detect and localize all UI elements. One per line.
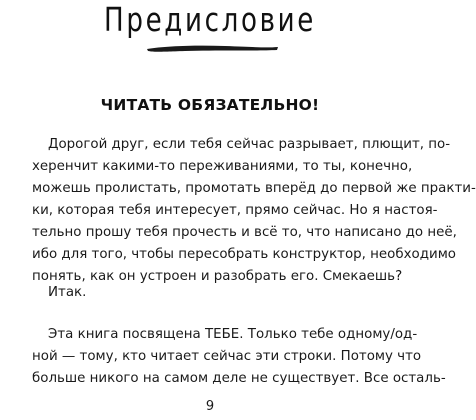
paragraph-1 <box>32 134 476 288</box>
paragraph-3 <box>32 324 446 390</box>
chapter-subtitle: ЧИТАТЬ ОБЯЗАТЕЛЬНО! <box>100 96 320 114</box>
paragraph-line: ки, которая тебя интересует, прямо сейчас. Но я настоя- <box>32 203 438 218</box>
paragraph-line: тельно прошу тебя прочесть и всё то, что написано до неё, <box>32 225 457 240</box>
paragraph-line: херенчит какими-то переживаниями, то ты, конечно, <box>32 159 413 174</box>
paragraph-line: больше никого на самом деле не существует. Все осталь- <box>32 371 446 386</box>
title-underline-decoration <box>145 42 280 54</box>
chapter-title: Предисловие <box>104 0 316 39</box>
paragraph-line: Дорогой друг, если тебя сейчас разрывает, плющит, по- <box>48 137 451 152</box>
paragraph-2 <box>32 282 400 304</box>
page-number: 9 <box>205 399 215 414</box>
paragraph-line: понять, как он устроен и разобрать его. Смекаешь? <box>32 269 403 284</box>
paragraph-line: можешь пролистать, промотать вперёд до первой же практи- <box>32 181 476 196</box>
paragraph-line: Итак. <box>48 285 87 300</box>
paragraph-line: Эта книга посвящена ТЕБЕ. Только тебе одному/од- <box>48 327 418 342</box>
paragraph-line: ибо для того, чтобы пересобрать конструктор, необходимо <box>32 247 456 262</box>
paragraph-line: ной — тому, кто читает сейчас эти строки. Потому что <box>32 349 422 364</box>
